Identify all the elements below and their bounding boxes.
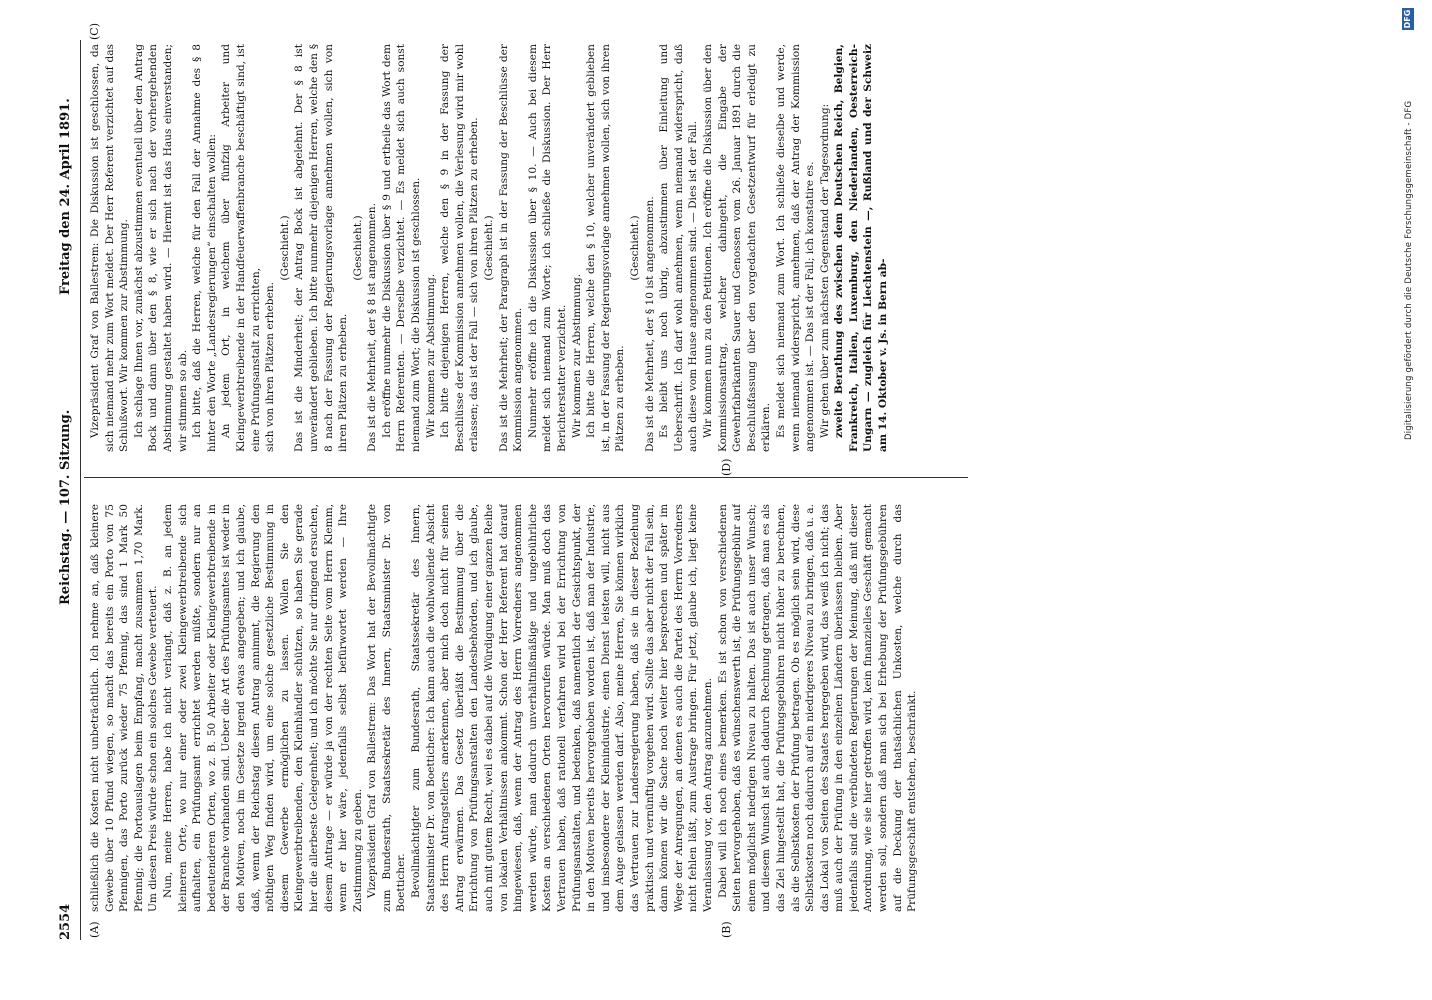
paragraph: Ich bitte die Herren, welche den § 10, welcher unverändert geblieben ist, in der Fassung der Regierungsvorlage annehmen wollen, sich von ihren Plätzen zu erheben. — [585, 44, 627, 452]
paragraph: Wir kommen zur Abstimmung. — [570, 273, 583, 438]
session-title: Reichstag. — 107. Sitzung. — [58, 409, 73, 605]
paragraph: Das ist die Mehrheit, der § 10 ist angenommen. — [643, 196, 656, 452]
paragraph: Wir kommen nun zu den Petitionen. Ich eröffne die Diskussion über den Kommissionsantrag, welcher dahingeht, die Eingabe der Gewehrfabrikanten Sauer und Genossen vom 26. Januar 1891 durch die Beschlußfassung über den vorgedachten Gesetzentwurf für erledigt zu erklären. — [701, 44, 773, 452]
paragraph: Vizepräsident Graf von Ballestrem: Das Wort hat der Bevollmächtigte zum Bundesrath, Staatssekretär des Innern, Staatsminister Dr. von Boetticher. — [366, 504, 408, 912]
right-column — [88, 44, 968, 452]
paragraph: Das ist die Mehrheit, der § 8 ist angenommen. — [366, 203, 379, 452]
paragraph: Das ist die Mehrheit; der Paragraph ist in der Fassung der Beschlüsse der Kommission angenommen. — [497, 44, 525, 452]
paragraph: Ich eröffne nunmehr die Diskussion über § 9 und ertheile das Wort dem Herrn Referenten. — Derselbe verzichtet. — Es meldet sich auch sonst niemand zum Wort; die Diskussion ist geschlossen. — [380, 44, 423, 452]
paragraph: schließlich die Kosten nicht unbeträchtlich. Ich nehme an, daß kleinere Gewebe über 10 Pfund wiegen, so macht das bereits ein Porto von 75 Pfennigen, das Porto zurück wieder 75 Pfennig, das sind 1 Mark 50 Pfennig; die Portoauslagen beim Empfang, macht zusammen 1,70 Mark. Um diesen Preis würde schon ein solches Gewebe verteuert. — [89, 504, 160, 912]
paragraph: Ich bitte, daß die Herren, welche für den Fall der Annahme des § 8 hinter den Worte „Landesregierungen“ einschalten wollen: — [191, 44, 218, 452]
paragraph: Das ist die Minderheit; der Antrag Bock ist abgelehnt. Der § 8 ist unverändert geblieben. Ich bitte nunmehr diejenigen Herren, welche den § 8 nach der Fassung der Regierungsvorlage annehmen wollen, sich von ihren Plätzen zu erheben. — [293, 44, 350, 452]
paragraph: Nunmehr eröffne ich die Diskussion über § 10. — Auch bei diesem meldet sich niemand zum Worte; ich schließe die Diskussion. Der Herr Berichterstatter verzichtet. — [526, 44, 568, 452]
stage-direction: (Geschieht.) — [483, 215, 496, 281]
paragraph: zweite Berathung des zwischen dem Deutschen Reich, Belgien, Frankreich, Italien, Luxemburg, den Niederlanden, Oesterreich-Ungarn — zugleich für Liechtenstein —, Rußland und der Schweiz am 14. Oktober v. Js. in Bern ab- — [833, 44, 890, 452]
stage-direction: (Geschieht.) — [351, 215, 364, 281]
paragraph: Dabei will ich noch eines bemerken. Es ist schon von verschiedenen Seiten hervorgehoben, daß es wünschenswerth ist, die Prüfungsgebühr auf einem möglichst niedrigen Niveau zu halten. Das ist auch unser Wunsch; und diesem Wunsch ist auch dadurch Rechnung getragen, daß man es als das Ziel hingestellt hat, die Prüfungsgebühren nicht höher zu berechnen, als die Selbstkosten der Prüfung betragen. Ob es möglich sein wird, diese Selbstkosten noch dadurch auf ein niedrigeres Niveau zu bringen, daß u. a. das Lokal von Seiten des Staates hergegeben wird, das weiß ich nicht; das muß auch der Prüfung in den einzelnen Ländern überlassen bleiben. Aber jedenfalls sind die verbündeten Regierungen der Meinung, daß mit dieser Anordnung, wie sie hier getroffen wird, kein finanzielles Geschäft gemacht werden soll, sondern daß man sich bei Erhebung der Prüfungsgebühren auf die Deckung der thatsächlichen Unkosten, welche durch das Prüfungsgeschäft entstehen, beschränkt. — [716, 504, 919, 912]
paragraph: Nun, meine Herren, habe ich nicht verlangt, daß z. B. an jedem kleineren Orte, wo nur einer oder zwei Kleingewerbtreibende sich aufhalten, ein Prüfungsamt errichtet werden müßte, sondern nur an bedeutenderen Orten, wo z. B. 50 Arbeiter oder Kleingewerbtreibende in der Branche vorhanden sind. Ueber die Art des Prüfungsamtes ist weder in den Motiven, noch im Gesetze irgend etwas angegeben; und ich glaube, daß, wenn der Reichstag diesen Antrag annimmt, die Regierung den nöthigen Weg finden wird, um eine solche gesetzliche Bestimmung in diesem Gewerbe ermöglichen zu lassen. Wollen Sie den Kleingewerbtreibenden, den Kleinhändler schützen, so haben Sie gerade hier die allerbeste Gelegenheit; und ich möchte Sie nur dringend ersuchen, diesem Antrage — er würde ja von der rechten Seite vom Herrn Klemm, wenn er hier wäre, jedenfalls selbst befürwortet werden — Ihre Zustimmung zu geben. — [161, 504, 364, 912]
paragraph: Ich schlage Ihnen vor, zunächst abzustimmen eventuell über den Antrag Bock und dann über den § 8, wie er sich nach der vorhergehenden Abstimmung gestaltet haben wird. — Hiermit ist das Haus einverstanden; wir stimmen so ab. — [132, 44, 189, 452]
paragraph: Wir gehen über zum nächsten Gegenstand der Tagesordnung: — [818, 103, 831, 438]
margin-mark-d: (D) — [720, 458, 733, 476]
dfg-watermark: Digitalisierung gefördert durch die Deutsche Forschungsgemeinschaft - DFG — [1404, 100, 1414, 440]
session-date: Freitag den 24. April 1891. — [58, 98, 73, 295]
paragraph: Wir kommen zur Abstimmung. — [424, 273, 437, 438]
paragraph: An jedem Ort, in welchem über fünfzig Arbeiter und Kleingewerbtreibende in der Handfeuerwaffenbranche beschäftigt sind, ist eine Prüfungsanstalt zu errichten, — [220, 44, 262, 452]
page-header — [58, 60, 78, 940]
paragraph: Bevollmächtigter zum Bundesrath, Staatssekretär des Innern, Staatsminister Dr. von Boetticher: Ich kann auch die wohlwollende Absicht des Herrn Antragstellers anerkennen, aber mich doch nicht für seinen Antrag erwärmen. Das Gesetz überläßt die Bestimmung über die Errichtung von Prüfungsanstalten den Landesbehörden, und ich glaube, auch mit gutem Recht, weil es dabei auf die Würdigung einer ganzen Reihe von lokalen Verhältnissen ankommt. Schon der Herr Referent hat darauf hingewiesen, daß, wenn der Antrag des Herrn Vorredners angenommen werden würde, man dadurch unverhältnißmäßige und ungebührliche Kosten an verschiedenen Orten hervorrufen würde. Man muß doch das Vertrauen haben, daß rationell verfahren wird bei der Errichtung von Prüfungsanstalten, und bedenken, daß namentlich der Gesichtspunkt, der in den Motiven bereits hervorgehoben worden ist, daß man der Industrie, und insbesondere der Kleinindustrie, einen Dienst leisten will, nicht aus dem Auge gelassen werden darf. Also, meine Herren, Sie können wirklich das Vertrauen zur Landesregierung haben, daß sie in dieser Beziehung praktisch und vernünftig vorgehen wird. Sollte das aber nicht der Fall sein, dann können wir die Sache noch weiter hier besprechen und später im Wege der Anregungen, an denen es auch die Partei des Herrn Vorredners nicht fehlen läßt, zum Austrage bringen. Für jetzt, glaube ich, liegt keine Veranlassung vor, den Antrag anzunehmen. — [410, 504, 714, 912]
stage-direction: (Geschieht.) — [628, 215, 641, 281]
paragraph: Ich bitte diejenigen Herren, welche den § 9 in der Fassung der Beschlüsse der Kommission annehmen wollen, die Verlesung wird mir wohl erlassen; das ist der Fall — sich von ihren Plätzen zu erheben. — [439, 44, 481, 452]
dfg-logo: DFG — [1403, 9, 1412, 29]
paragraph: Es meldet sich niemand zum Wort. Ich schließe dieselbe und werde, wenn niemand widerspricht, annehmen, daß der Antrag der Kommission angenommen ist. — Das ist der Fall; ich konstatire es. — [774, 44, 817, 452]
left-column — [88, 504, 968, 912]
column-divider — [84, 477, 968, 478]
margin-mark-b: (B) — [720, 921, 733, 938]
paragraph: sich von ihren Plätzen erheben. — [264, 281, 277, 452]
page-number: 2554 — [58, 903, 73, 940]
margin-mark-a: (A) — [88, 921, 101, 938]
header-rule — [80, 40, 81, 940]
paragraph: Vizepräsident Graf von Ballestrem: Die Diskussion ist geschlossen, da sich niemand mehr zum Wort meldet. Der Herr Referent verzichtet auf das Schlußwort. Wir kommen zur Abstimmung. — [89, 44, 131, 452]
paragraph: Es bleibt uns noch übrig, abzustimmen über Einleitung und Ueberschrift. Ich darf wohl annehmen, wenn niemand widerspricht, daß auch diese vom Hause angenommen sind. — Dies ist der Fall. — [658, 44, 700, 452]
stage-direction: (Geschieht.) — [278, 215, 291, 281]
margin-mark-c: (C) — [88, 23, 101, 40]
